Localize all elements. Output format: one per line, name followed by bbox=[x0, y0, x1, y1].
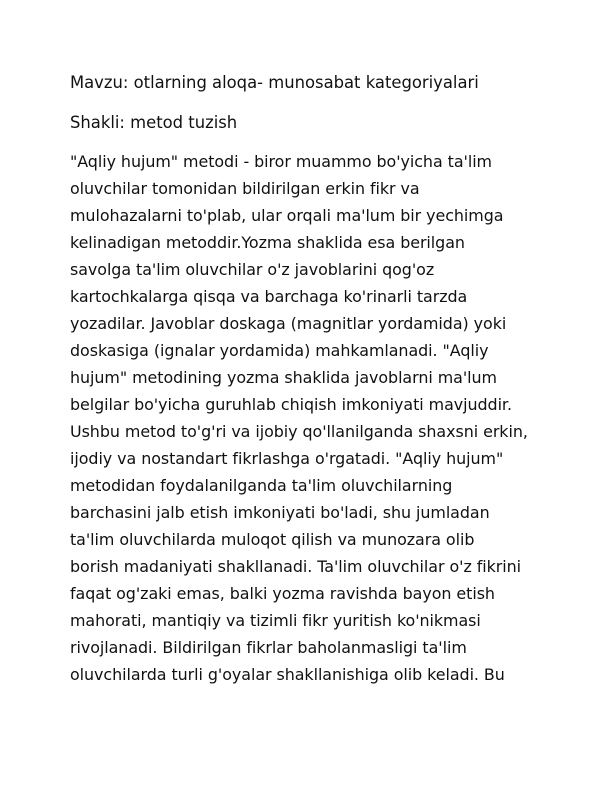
paragraph-line: oluvchilarda turli g'oyalar shakllanishiga olib keladi. Bu bbox=[70, 665, 505, 684]
paragraph-line: mahorati, mantiqiy va tizimli fikr yuritish ko'nikmasi bbox=[70, 611, 481, 630]
paragraph-line: doskasiga (ignalar yordamida) mahkamlanadi. "Aqliy bbox=[70, 341, 489, 360]
paragraph-line: belgilar bo'yicha guruhlab chiqish imkoniyati mavjuddir. bbox=[70, 395, 512, 414]
paragraph-line: faqat og'zaki emas, balki yozma ravishda bayon etish bbox=[70, 584, 495, 603]
paragraph-line: ta'lim oluvchilarda muloqot qilish va munozara olib bbox=[70, 530, 475, 549]
paragraph-line: savolga ta'lim oluvchilar o'z javoblarini qog'oz bbox=[70, 260, 435, 279]
paragraph-line: rivojlanadi. Bildirilgan fikrlar baholanmasligi ta'lim bbox=[70, 638, 467, 657]
paragraph-line: Ushbu metod to'g'ri va ijobiy qo'llanilganda shaxsni erkin, bbox=[70, 422, 528, 441]
paragraph-line: hujum" metodining yozma shaklida javoblarni ma'lum bbox=[70, 368, 497, 387]
paragraph-line: kelinadigan metoddir.Yozma shaklida esa berilgan bbox=[70, 233, 465, 252]
paragraph-line: barchasini jalb etish imkoniyati bo'ladi, shu jumladan bbox=[70, 503, 490, 522]
paragraph-line: ijodiy va nostandart fikrlashga o'rgatadi. "Aqliy hujum" bbox=[70, 449, 504, 468]
paragraph-line: yozadilar. Javoblar doskaga (magnitlar yordamida) yoki bbox=[70, 314, 507, 333]
paragraph-line: borish madaniyati shakllanadi. Ta'lim oluvchilar o'z fikrini bbox=[70, 557, 522, 576]
paragraph-line: metodidan foydalanilganda ta'lim oluvchilarning bbox=[70, 476, 453, 495]
paragraph-line: mulohazalarni to'plab, ular orqali ma'lum bir yechimga bbox=[70, 206, 504, 225]
paragraph-line: oluvchilar tomonidan bildirilgan erkin fikr va bbox=[70, 179, 420, 198]
paragraph-line: kartochkalarga qisqa va barchaga ko'rinarli tarzda bbox=[70, 287, 468, 306]
topic-line: Mavzu: otlarning aloqa- munosabat kategoriyalari bbox=[70, 73, 479, 92]
paragraph-line: "Aqliy hujum" metodi - biror muammo bo'yicha ta'lim bbox=[70, 152, 492, 171]
form-line: Shakli: metod tuzish bbox=[70, 113, 238, 132]
